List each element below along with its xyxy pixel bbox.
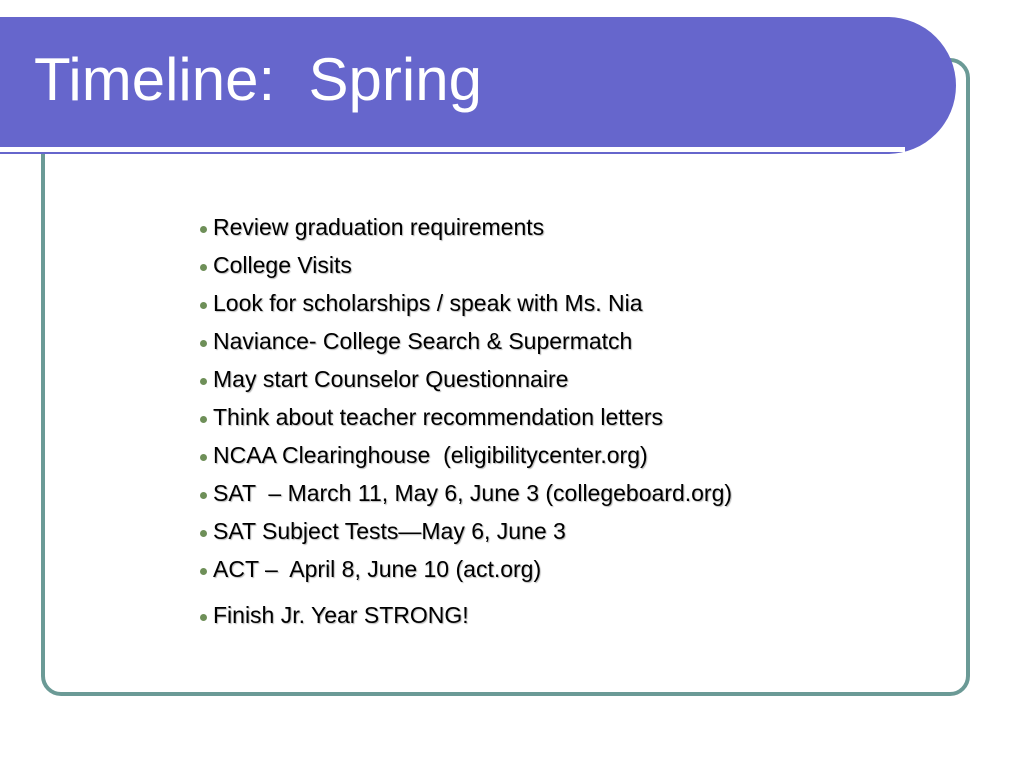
list-item <box>200 322 732 360</box>
bullet-text: Think about teacher recommendation letters <box>213 403 664 430</box>
bullet-text: Naviance- College Search & Supermatch <box>213 327 633 354</box>
list-item <box>200 436 732 474</box>
bullet-text: SAT Subject Tests—May 6, June 3 <box>213 517 566 544</box>
bullet-list <box>200 208 732 634</box>
bullet-text: College Visits <box>213 251 352 278</box>
bullet-text: SAT – March 11, May 6, June 3 (collegeboard.org) <box>213 479 733 506</box>
bullet-dot-icon <box>200 378 207 385</box>
bullet-text: Review graduation requirements <box>213 213 545 240</box>
slide-title: Timeline: Spring <box>34 46 482 113</box>
bullet-dot-icon <box>200 302 207 309</box>
list-item <box>200 550 732 588</box>
bullet-dot-icon <box>200 530 207 537</box>
list-item <box>200 398 732 436</box>
bullet-text: ACT – April 8, June 10 (act.org) <box>213 555 542 582</box>
list-item <box>200 474 732 512</box>
bullet-dot-icon <box>200 568 207 575</box>
list-item <box>200 246 732 284</box>
bullet-text: NCAA Clearinghouse (eligibilitycenter.org) <box>213 441 648 468</box>
bullet-dot-icon <box>200 226 207 233</box>
bullet-dot-icon <box>200 264 207 271</box>
bullet-text: May start Counselor Questionnaire <box>213 365 569 392</box>
list-item <box>200 208 732 246</box>
list-item <box>200 512 732 550</box>
list-item <box>200 596 732 634</box>
list-item <box>200 284 732 322</box>
bullet-dot-icon <box>200 614 207 621</box>
title-underline-rule <box>0 147 905 152</box>
bullet-text: Look for scholarships / speak with Ms. Nia <box>213 289 643 316</box>
bullet-dot-icon <box>200 492 207 499</box>
bullet-dot-icon <box>200 454 207 461</box>
list-item <box>200 360 732 398</box>
bullet-text: Finish Jr. Year STRONG! <box>213 601 469 628</box>
bullet-dot-icon <box>200 340 207 347</box>
bullet-dot-icon <box>200 416 207 423</box>
